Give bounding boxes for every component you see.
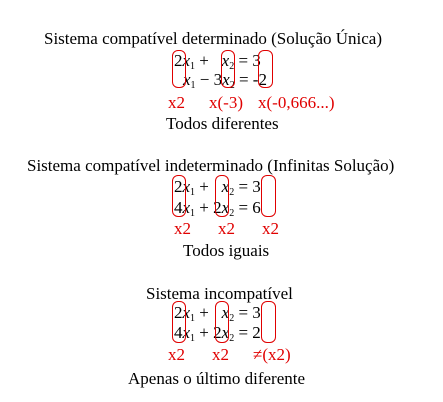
section2-factor3: x2 [262,219,279,238]
section2-caption: Todos iguais [183,241,270,260]
section3-equation2: $4x_1 + 2x_2 = 2$ [174,323,261,344]
section1-caption: Todos diferentes [166,114,279,133]
section1-equation2: $x_1 - 3x_2 = -2$ [183,70,267,91]
section2-box-coef1 [172,175,186,217]
section1-box-coef2 [221,50,235,88]
section2-factor2: x2 [218,219,235,238]
section2-equation2: $4x_1 + 2x_2 = 6$ [174,198,261,219]
section3-caption: Apenas o último diferente [128,369,306,388]
section2-factor1: x2 [174,219,191,238]
section1-box-coef1 [172,50,186,88]
section1-factor1: x2 [168,93,185,112]
section2-title: Sistema compatível indeterminado (Infinitas Solução) [27,156,395,175]
section3-title: Sistema incompatível [146,284,293,303]
section1-title: Sistema compatível determinado (Solução Única) [44,29,383,48]
section2-box-const [261,175,276,217]
section1-factor2: x(-3) [209,93,243,112]
section2-equation1: $2x_1$ + $x_2 = 3$ [174,177,261,198]
section3-factor1: x2 [168,345,185,364]
section3-factor3: ≠(x2) [253,345,291,364]
section1-box-const [258,50,273,88]
section2-box-coef2 [215,175,229,217]
section1-equation1: $2x_1$ + $x_2 = 3$ [174,51,261,72]
section3-box-coef1 [172,301,186,343]
section3-factor2: x2 [212,345,229,364]
section1-factor3: x(-0,666...) [258,93,335,112]
section3-equation1: $2x_1$ + $x_2 = 3$ [174,303,261,324]
section3-box-coef2 [215,301,229,343]
section3-box-const [261,301,276,343]
